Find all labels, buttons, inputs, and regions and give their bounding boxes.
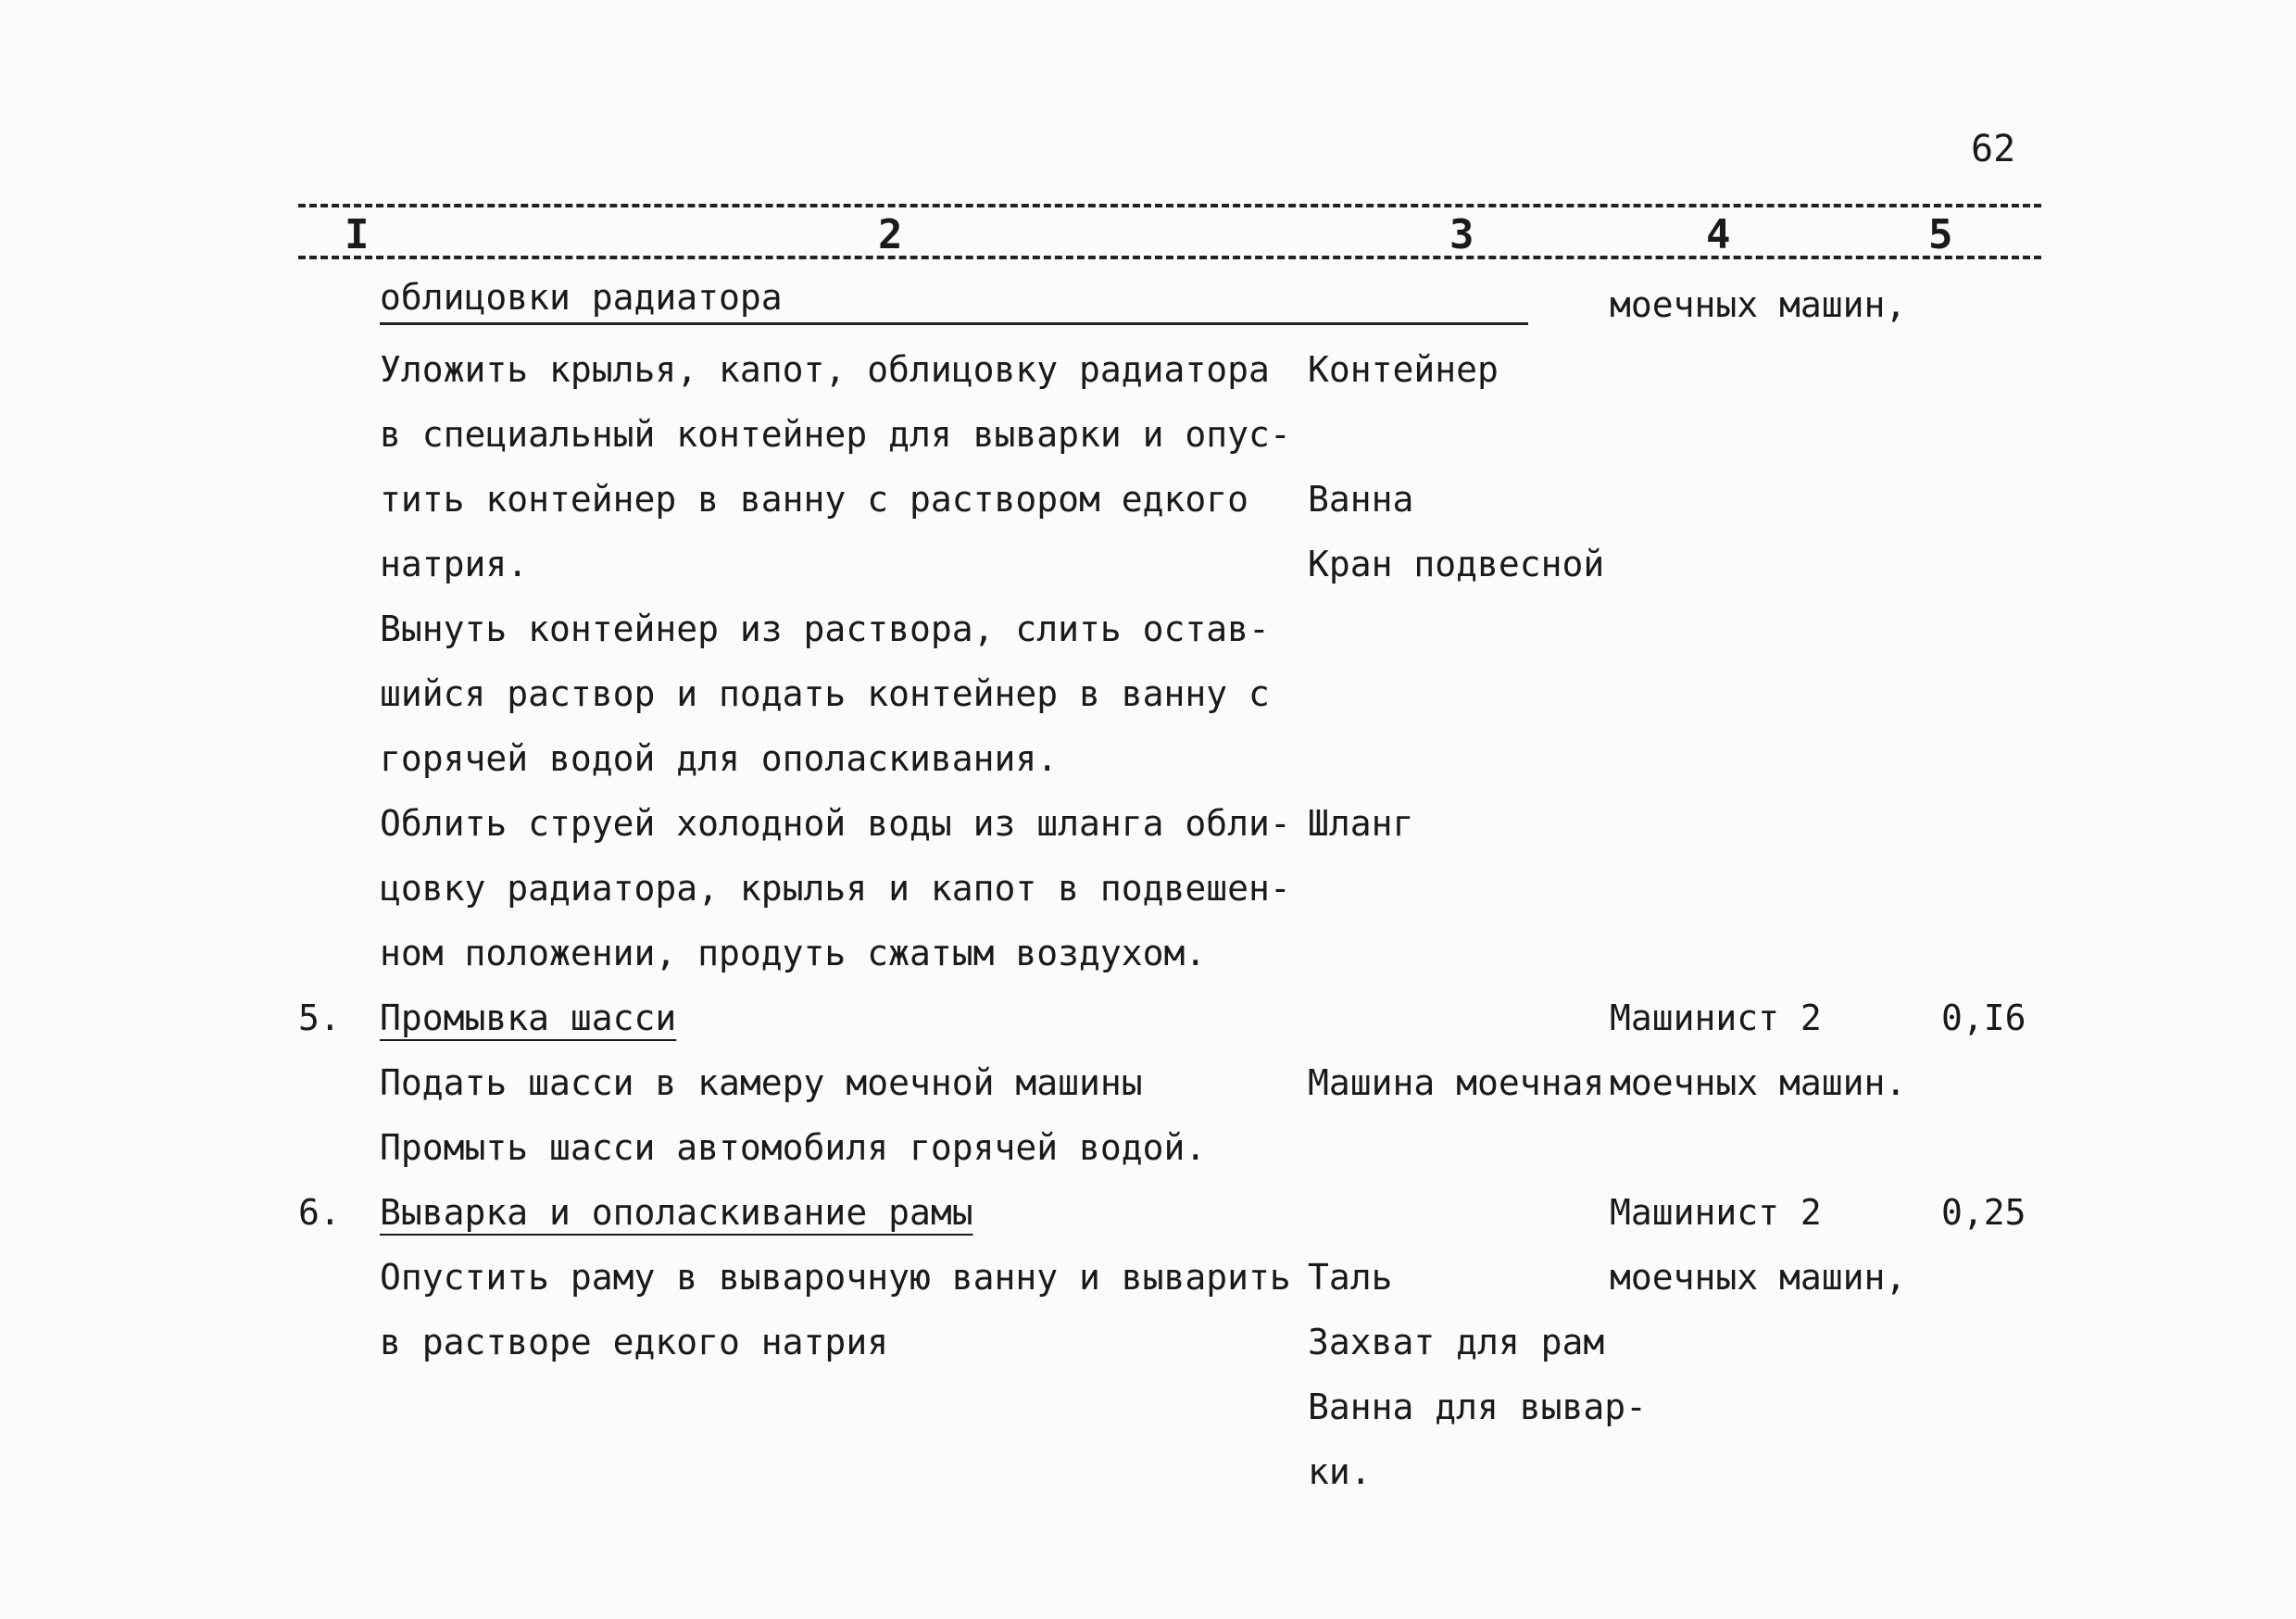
equipment-text: ки. [1308, 1451, 1372, 1492]
operation-text: шийся раствор и подать контейнер в ванну с [380, 673, 1270, 714]
worker-text: Машинист 2 [1610, 998, 1822, 1038]
worker-text: Машинист 2 [1610, 1192, 1822, 1233]
table-row [0, 337, 2296, 402]
table-row [0, 532, 2296, 596]
section-title: облицовки радиатора [380, 272, 1528, 325]
operation-text: Опустить раму в выварочную ванну и выварить [380, 1257, 1291, 1298]
header-rule-top [298, 204, 2041, 207]
operation-text: в специальный контейнер для выварки и опус- [380, 414, 1291, 455]
equipment-text: Контейнер [1308, 349, 1499, 390]
section-title: Выварка и ополаскивание рамы [380, 1192, 973, 1233]
worker-text: моечных машин, [1610, 1257, 1907, 1298]
table-row [0, 921, 2296, 985]
operation-text: ном положении, продуть сжатым воздухом. [380, 933, 1207, 973]
column-header-4: 4 [1706, 211, 1731, 258]
page-number: 62 [1971, 128, 2016, 170]
row-number: 6. [298, 1192, 341, 1233]
equipment-text: Кран подвесной [1308, 544, 1605, 584]
column-header-1: I [345, 211, 370, 258]
table-row [0, 856, 2296, 921]
operation-text: в растворе едкого натрия [380, 1322, 889, 1362]
table-row [0, 467, 2296, 532]
equipment-text: Машина моечная [1308, 1062, 1605, 1103]
table-row [0, 1245, 2296, 1310]
table-row [0, 596, 2296, 661]
table-row [0, 1310, 2296, 1374]
operation-text: цовку радиатора, крылья и капот в подвешен- [380, 868, 1291, 909]
table-row [0, 1115, 2296, 1180]
operation-text: натрия. [380, 544, 529, 584]
time-norm: 0,I6 [1941, 998, 2026, 1038]
operation-text: Подать шасси в камеру моечной машины [380, 1062, 1143, 1103]
table-row [0, 661, 2296, 726]
operation-text: тить контейнер в ванну с раствором едкого [380, 479, 1248, 520]
operation-text: Вынуть контейнер из раствора, слить остав- [380, 609, 1270, 649]
table-row [0, 791, 2296, 856]
table-row [0, 1374, 2296, 1439]
column-header-3: 3 [1449, 211, 1474, 258]
table-row [0, 1439, 2296, 1504]
operation-text: Облить струей холодной воды из шланга обли- [380, 803, 1291, 844]
table-row [0, 1180, 2296, 1245]
table-row [0, 402, 2296, 467]
table-row [0, 985, 2296, 1050]
section-title: Промывка шасси [380, 998, 677, 1038]
operation-text: Уложить крылья, капот, облицовку радиатора [380, 349, 1270, 390]
worker-text: моечных машин, [1610, 284, 1907, 325]
equipment-text: Таль [1308, 1257, 1393, 1298]
row-number: 5. [298, 998, 341, 1038]
equipment-text: Захват для рам [1308, 1322, 1605, 1362]
header-rule-bottom [298, 256, 2041, 259]
table-row [0, 1050, 2296, 1115]
table-row [0, 726, 2296, 791]
operation-text: горячей водой для ополаскивания. [380, 738, 1059, 779]
time-norm: 0,25 [1941, 1192, 2026, 1233]
equipment-text: Ванна для вывар- [1308, 1387, 1648, 1427]
column-header-2: 2 [878, 211, 903, 258]
equipment-text: Ванна [1308, 479, 1414, 520]
worker-text: моечных машин. [1610, 1062, 1907, 1103]
column-header-5: 5 [1928, 211, 1953, 258]
equipment-text: Шланг [1308, 803, 1414, 844]
table-row [0, 272, 2296, 337]
operation-text: Промыть шасси автомобиля горячей водой. [380, 1127, 1207, 1168]
